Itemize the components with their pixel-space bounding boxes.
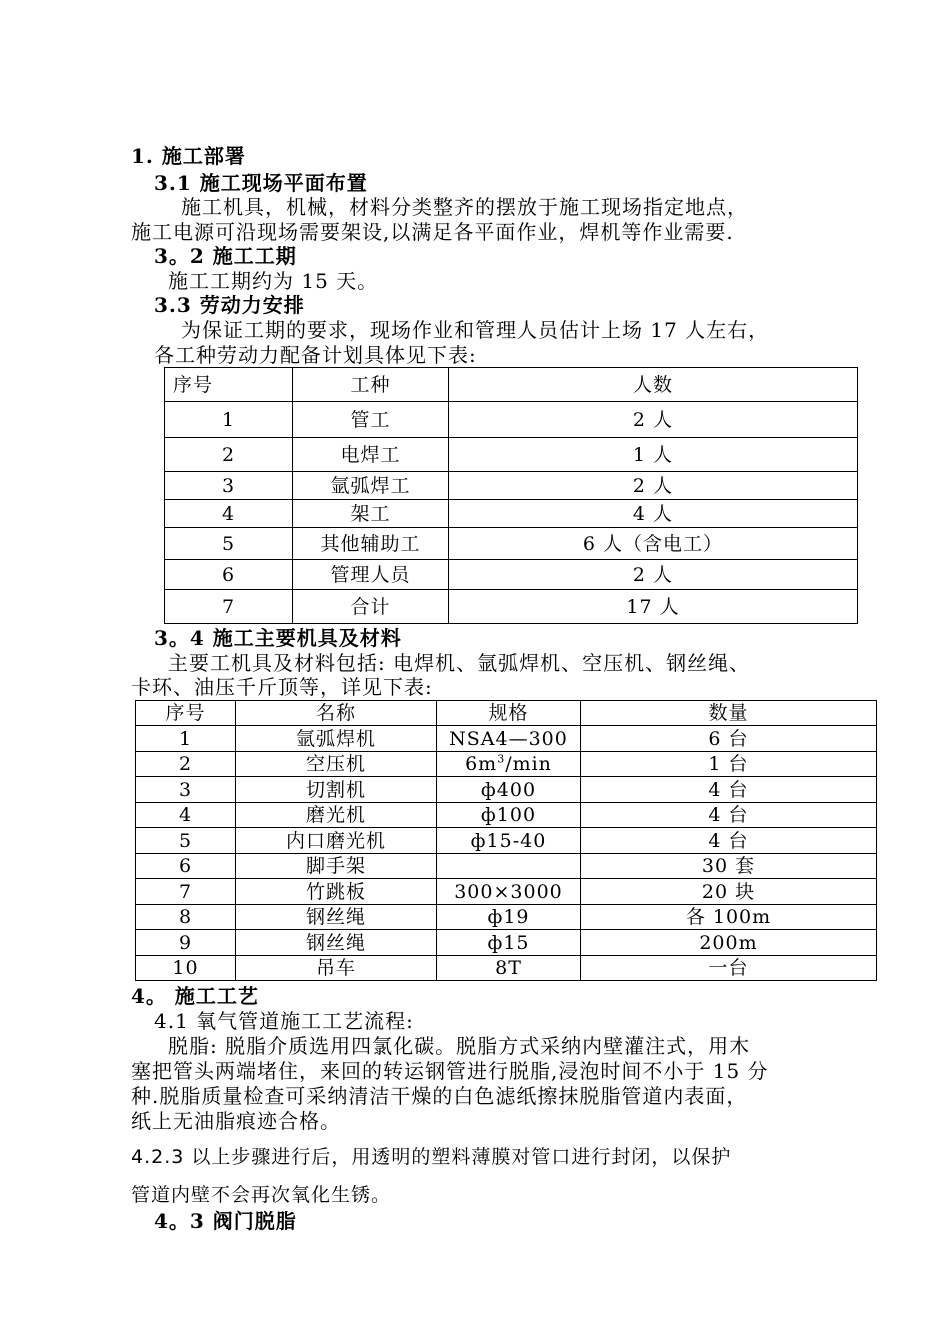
table-cell: 磨光机 (236, 803, 437, 828)
table-cell: 2 人 (449, 402, 858, 438)
table-row (165, 560, 858, 590)
table-cell: 氩弧焊机 (236, 726, 437, 752)
table-row (136, 803, 877, 828)
table-cell: 2 (136, 752, 236, 777)
table-header-cell: 规格 (437, 701, 581, 726)
table-row (136, 828, 877, 854)
table-cell: 钢丝绳 (236, 930, 437, 956)
table-row (136, 752, 877, 777)
table-cell: 4 台 (581, 777, 877, 803)
table-cell: NSA4—300 (437, 726, 581, 752)
table-cell: 1 人 (449, 438, 858, 472)
table-header-cell: 工种 (293, 368, 449, 402)
table-cell: 4 (136, 803, 236, 828)
table-row (165, 500, 858, 528)
table-cell: 1 台 (581, 752, 877, 777)
table-cell: 架工 (293, 500, 449, 528)
table-cell: 9 (136, 930, 236, 956)
table-row (136, 879, 877, 905)
paragraph-line: 管道内壁不会再次氧化生锈。 (131, 1184, 392, 1206)
table-cell: 6 (136, 854, 236, 879)
table-cell: 一台 (581, 956, 877, 981)
table-cell: 6 台 (581, 726, 877, 752)
table-row (136, 726, 877, 752)
section-heading-4-1: 4.1 氧气管道施工工艺流程: (154, 1009, 414, 1033)
table-cell: 4 人 (449, 500, 858, 528)
paragraph-line: 施工电源可沿现场需要架设,以满足各平面作业，焊机等作业需要. (131, 220, 734, 244)
table-cell: 10 (136, 956, 236, 981)
table-cell: $6m^3/\min$ (437, 752, 581, 777)
table-cell: 切割机 (236, 777, 437, 803)
table-header-row (136, 701, 877, 726)
table-cell: 空压机 (236, 752, 437, 777)
table-cell: 4 台 (581, 803, 877, 828)
paragraph-line: 种.脱脂质量检查可采纳清洁干燥的白色滤纸擦抹脱脂管道内表面， (131, 1084, 748, 1108)
paragraph-line: 4.2.3 以上步骤进行后，用透明的塑料薄膜对管口进行封闭，以保护 (131, 1146, 732, 1168)
section-heading-4: 4。 施工工艺 (131, 984, 259, 1008)
table-cell: 8 (136, 905, 236, 930)
table-cell: 2 人 (449, 472, 858, 500)
table-cell: 8T (437, 956, 581, 981)
section-heading-4-3: 4。3 阀门脱脂 (154, 1209, 297, 1233)
table-cell: 吊车 (236, 956, 437, 981)
paragraph-line: 为保证工期的要求，现场作业和管理人员估计上场 17 人左右， (181, 318, 770, 342)
table-cell: 管工 (293, 402, 449, 438)
table-cell: 200m (581, 930, 877, 956)
table-cell: 4 台 (581, 828, 877, 854)
table-cell: 合计 (293, 590, 449, 624)
table-cell: ф15-40 (437, 828, 581, 854)
table-cell: 3 (165, 472, 293, 500)
table-row (136, 777, 877, 803)
table-cell: 钢丝绳 (236, 905, 437, 930)
equipment-table (135, 700, 877, 981)
table-cell: 30 套 (581, 854, 877, 879)
table-row (136, 956, 877, 981)
table-header-row (165, 368, 858, 402)
table-cell: 其他辅助工 (293, 528, 449, 560)
table-cell: 3 (136, 777, 236, 803)
table-cell: ф100 (437, 803, 581, 828)
table-cell: 脚手架 (236, 854, 437, 879)
section-heading-3-1: 3.1 施工现场平面布置 (154, 171, 368, 195)
paragraph-line: 卡环、油压千斤顶等，详见下表: (131, 675, 433, 699)
table-header-cell: 序号 (136, 701, 236, 726)
table-header-cell: 人数 (449, 368, 858, 402)
table-cell: 5 (165, 528, 293, 560)
table-cell: 管理人员 (293, 560, 449, 590)
paragraph-line: 纸上无油脂痕迹合格。 (131, 1109, 341, 1133)
table-row (165, 472, 858, 500)
table-header-cell: 数量 (581, 701, 877, 726)
labor-table (164, 367, 858, 624)
table-header-cell: 序号 (165, 368, 293, 402)
table-cell: 各 100m (581, 905, 877, 930)
paragraph-line: 脱脂: 脱脂介质选用四氯化碳。脱脂方式采纳内壁灌注式，用木 (168, 1034, 751, 1058)
table-cell: 17 人 (449, 590, 858, 624)
table-cell: 7 (136, 879, 236, 905)
section-heading-3-2: 3。2 施工工期 (154, 244, 297, 268)
paragraph-line: 塞把管头两端堵住，来回的转运钢管进行脱脂,浸泡时间不小于 15 分 (131, 1059, 769, 1083)
table-cell: 1 (165, 402, 293, 438)
table-row (136, 930, 877, 956)
table-cell: 1 (136, 726, 236, 752)
table-cell: 氩弧焊工 (293, 472, 449, 500)
table-cell: ф400 (437, 777, 581, 803)
table-cell: 4 (165, 500, 293, 528)
table-cell: 20 块 (581, 879, 877, 905)
table-row (165, 438, 858, 472)
table-cell: 5 (136, 828, 236, 854)
table-cell: 6 人（含电工） (449, 528, 858, 560)
paragraph-line: 施工机具，机械，材料分类整齐的摆放于施工现场指定地点， (181, 195, 748, 219)
table-cell: 7 (165, 590, 293, 624)
paragraph-line: 主要工机具及材料包括: 电焊机、氩弧焊机、空压机、钢丝绳、 (168, 651, 751, 675)
table-row (165, 590, 858, 624)
table-row (136, 905, 877, 930)
table-cell: 2 人 (449, 560, 858, 590)
table-cell: 竹跳板 (236, 879, 437, 905)
table-row (165, 528, 858, 560)
table-cell: 300×3000 (437, 879, 581, 905)
section-heading-3-4: 3。4 施工主要机具及材料 (154, 626, 402, 650)
table-cell: ф15 (437, 930, 581, 956)
table-cell: ф19 (437, 905, 581, 930)
table-cell: 电焊工 (293, 438, 449, 472)
table-row (165, 402, 858, 438)
paragraph-line: 施工工期约为 15 天。 (168, 269, 379, 293)
section-heading-1: 1. 施工部署 (131, 144, 246, 168)
table-row (136, 854, 877, 879)
table-header-cell: 名称 (236, 701, 437, 726)
table-cell: 6 (165, 560, 293, 590)
section-heading-3-3: 3.3 劳动力安排 (154, 293, 305, 317)
table-cell: 内口磨光机 (236, 828, 437, 854)
table-cell (437, 854, 581, 879)
paragraph-line: 各工种劳动力配备计划具体见下表: (154, 343, 477, 367)
table-cell: 2 (165, 438, 293, 472)
